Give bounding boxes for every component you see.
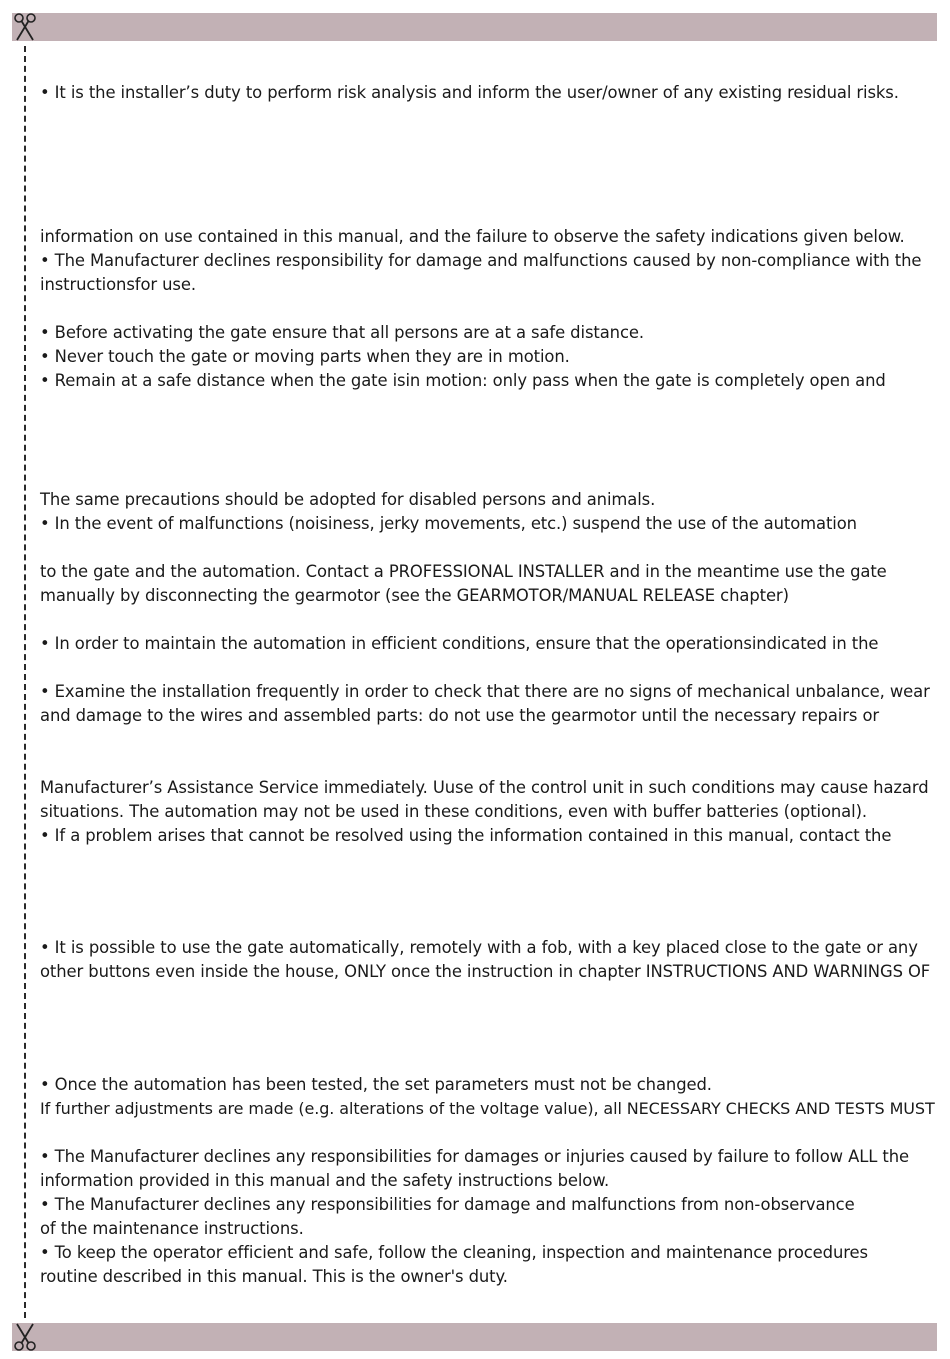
text-line: • Remain at a safe distance when the gate isin motion: only pass when the gate is completely open and	[40, 371, 886, 390]
scissors-icon	[12, 12, 38, 42]
text-line: • In order to maintain the automation in efficient conditions, ensure that the operationsindicated in the	[40, 634, 879, 653]
text-line: • If a problem arises that cannot be resolved using the information contained in this manual, contact the	[40, 826, 892, 845]
text-line: The same precautions should be adopted for disabled persons and animals.	[40, 490, 656, 509]
text-line: • In the event of malfunctions (noisiness, jerky movements, etc.) suspend the use of the automation	[40, 514, 857, 533]
text-line: • The Manufacturer declines responsibility for damage and malfunctions caused by non-compliance with the	[40, 251, 922, 270]
text-line: • Examine the installation frequently in order to check that there are no signs of mechanical unbalance, wear	[40, 682, 930, 701]
text-line: • Never touch the gate or moving parts when they are in motion.	[40, 347, 570, 366]
scissors-icon	[12, 1322, 38, 1352]
text-line: • To keep the operator efficient and safe, follow the cleaning, inspection and maintenance procedures	[40, 1243, 868, 1262]
text-line: • It is the installer’s duty to perform risk analysis and inform the user/owner of any existing residual risks.	[40, 83, 899, 102]
text-line: of the maintenance instructions.	[40, 1219, 304, 1238]
text-line: instructionsfor use.	[40, 275, 196, 294]
cut-band-top	[12, 13, 937, 41]
text-line: other buttons even inside the house, ONLY once the instruction in chapter INSTRUCTIONS AND WARNINGS OF	[40, 962, 931, 981]
text-line: information on use contained in this manual, and the failure to observe the safety indications given below.	[40, 227, 905, 246]
text-line: • Once the automation has been tested, the set parameters must not be changed.	[40, 1075, 712, 1094]
text-line: situations. The automation may not be used in these conditions, even with buffer batteries (optional).	[40, 802, 867, 821]
text-line: and damage to the wires and assembled parts: do not use the gearmotor until the necessary repairs or	[40, 706, 880, 725]
text-line: routine described in this manual. This is the owner's duty.	[40, 1267, 508, 1286]
text-line: • The Manufacturer declines any responsibilities for damage and malfunctions from non-observance	[40, 1195, 855, 1214]
dashed-cut-line	[24, 46, 26, 1318]
text-line: If further adjustments are made (e.g. alterations of the voltage value), all NECESSARY CHECKS AND TESTS MUST	[40, 1099, 935, 1118]
text-line: manually by disconnecting the gearmotor (see the GEARMOTOR/MANUAL RELEASE chapter)	[40, 586, 789, 605]
text-line: information provided in this manual and the safety instructions below.	[40, 1171, 610, 1190]
cut-band-bottom	[12, 1323, 937, 1351]
text-line: Manufacturer’s Assistance Service immediately. Uuse of the control unit in such conditions may cause hazard	[40, 778, 929, 797]
text-line: to the gate and the automation. Contact a PROFESSIONAL INSTALLER and in the meantime use the gate	[40, 562, 887, 581]
text-line: • It is possible to use the gate automatically, remotely with a fob, with a key placed close to the gate or any	[40, 938, 918, 957]
text-line: • The Manufacturer declines any responsibilities for damages or injuries caused by failure to follow ALL the	[40, 1147, 909, 1166]
text-line: • Before activating the gate ensure that all persons are at a safe distance.	[40, 323, 644, 342]
